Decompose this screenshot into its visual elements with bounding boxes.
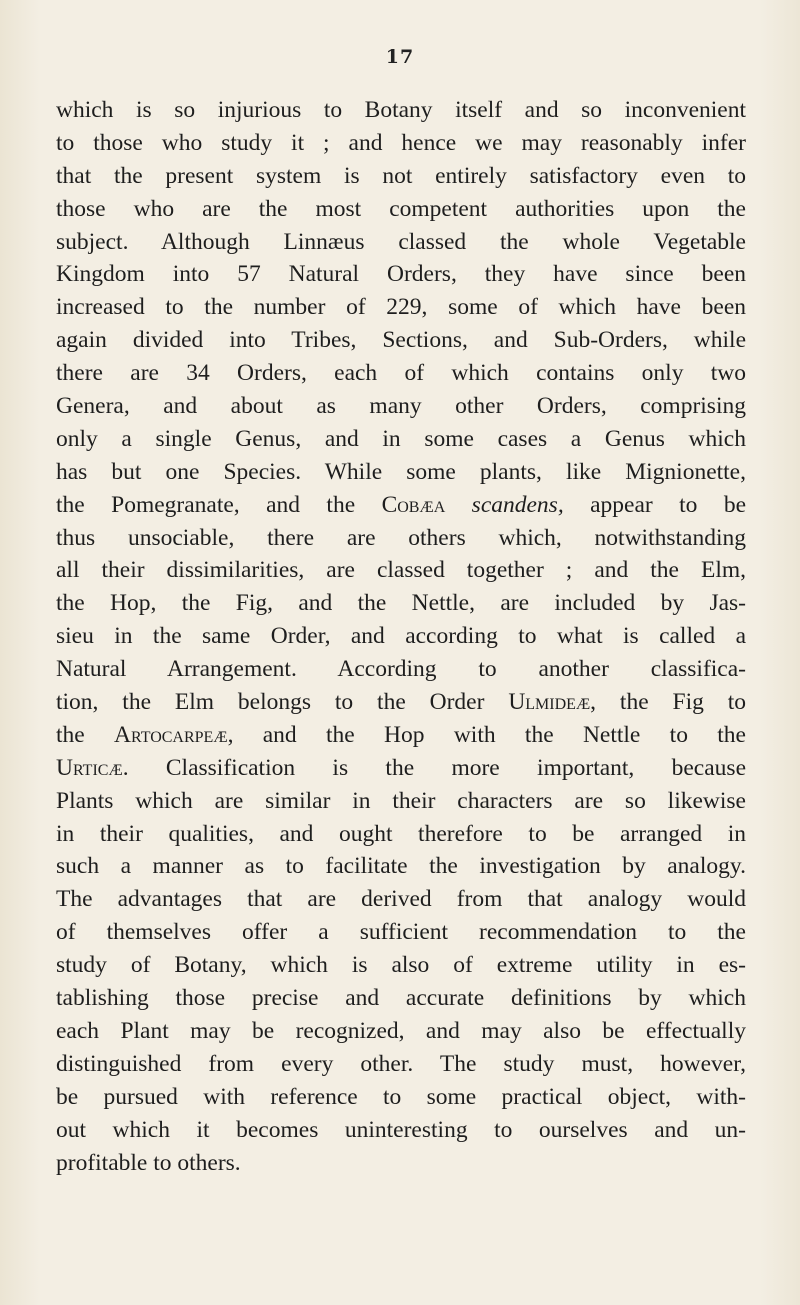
- italic-term: scandens,: [471, 491, 564, 518]
- text-run: the: [56, 721, 115, 748]
- page-number: 17: [385, 46, 415, 68]
- text-line: [56, 423, 746, 456]
- body-paragraph: [56, 94, 746, 1179]
- text-run: Kingdom into 57 Natural Orders, they have since been: [56, 261, 746, 288]
- text-line: [56, 357, 746, 390]
- text-run: the Hop, the Fig, and the Nettle, are included by Jas-: [56, 590, 746, 617]
- text-line: [56, 653, 746, 686]
- text-line: [56, 1081, 746, 1114]
- text-line: [56, 818, 746, 851]
- text-line: [56, 522, 746, 555]
- text-line: [56, 94, 746, 127]
- text-run: increased to the number of 229, some of which have been: [56, 294, 746, 321]
- text-run: tablishing those precise and accurate definitions by which: [56, 985, 746, 1012]
- text-run: that the present system is not entirely satisfactory even to: [56, 162, 746, 189]
- text-line: [56, 258, 746, 291]
- small-caps-term: Artocarpeæ: [114, 721, 228, 748]
- text-run: of themselves offer a sufficient recommendation to the: [56, 919, 746, 946]
- text-line: [56, 554, 746, 587]
- text-run: sieu in the same Order, and according to what is called a: [56, 623, 746, 650]
- text-line: [56, 1147, 746, 1180]
- text-line: [56, 587, 746, 620]
- text-run: the Pomegranate, and the: [56, 491, 382, 518]
- text-run: which is so injurious to Botany itself and so inconvenient: [56, 97, 746, 123]
- text-line: [56, 785, 746, 818]
- text-run: study of Botany, which is also of extreme utility in es-: [56, 952, 746, 979]
- text-line: [56, 1015, 746, 1048]
- text-run: Natural Arrangement. According to another classifica-: [56, 656, 746, 683]
- text-line: [56, 982, 746, 1015]
- small-caps-term: Urticæ: [56, 754, 123, 781]
- text-line: [56, 850, 746, 883]
- text-line: [56, 719, 746, 752]
- text-line: [56, 883, 746, 916]
- text-line: [56, 949, 746, 982]
- text-run: such a manner as to facilitate the investigation by analogy.: [56, 853, 746, 880]
- text-line: [56, 324, 746, 357]
- text-line: [56, 456, 746, 489]
- text-run: , and the Hop with the Nettle to the: [227, 721, 746, 748]
- text-run: subject. Although Linnæus classed the whole Vegetable: [56, 228, 746, 255]
- text-line: [56, 752, 746, 785]
- text-run: The advantages that are derived from that analogy would: [56, 886, 746, 913]
- text-run: out which it becomes uninteresting to ourselves and un-: [56, 1116, 746, 1143]
- text-run: profitable to others.: [56, 1149, 241, 1176]
- text-run: has but one Species. While some plants, like Mignionette,: [56, 458, 746, 485]
- text-run: , the Fig to: [590, 689, 746, 716]
- text-run: each Plant may be recognized, and may also be effectually: [56, 1017, 746, 1044]
- text-line: [56, 916, 746, 949]
- text-line: [56, 1114, 746, 1147]
- text-run: tion, the Elm belongs to the Order: [56, 689, 509, 716]
- text-line: [56, 686, 746, 719]
- text-run: appear to be: [563, 491, 747, 518]
- text-line: [56, 620, 746, 653]
- text-line: [56, 489, 746, 522]
- text-run: all their dissimilarities, are classed together ; and the Elm,: [56, 557, 746, 584]
- text-run: [445, 492, 471, 518]
- text-run: Genera, and about as many other Orders, comprising: [56, 393, 746, 420]
- text-line: [56, 160, 746, 193]
- text-line: [56, 226, 746, 259]
- text-run: in their qualities, and ought therefore to be arranged in: [56, 820, 746, 847]
- text-run: there are 34 Orders, each of which contains only two: [56, 360, 746, 387]
- small-caps-term: Ulmideæ: [508, 689, 591, 716]
- text-run: distinguished from every other. The study must, however,: [56, 1050, 746, 1077]
- text-line: [56, 390, 746, 423]
- text-line: [56, 127, 746, 160]
- text-run: thus unsociable, there are others which, notwithstanding: [56, 524, 746, 551]
- text-run: again divided into Tribes, Sections, and Sub-Orders, while: [56, 327, 746, 354]
- text-run: . Classification is the more important, because: [122, 754, 746, 781]
- text-run: be pursued with reference to some practical object, with-: [56, 1083, 746, 1110]
- text-run: to those who study it ; and hence we may reasonably infer: [56, 129, 746, 156]
- text-run: only a single Genus, and in some cases a Genus which: [56, 425, 746, 452]
- text-line: [56, 1048, 746, 1081]
- text-run: Plants which are similar in their characters are so likewise: [56, 787, 746, 814]
- text-line: [56, 193, 746, 226]
- text-run: those who are the most competent authorities upon the: [56, 195, 746, 222]
- small-caps-term: Cobæa: [381, 491, 446, 518]
- text-line: [56, 291, 746, 324]
